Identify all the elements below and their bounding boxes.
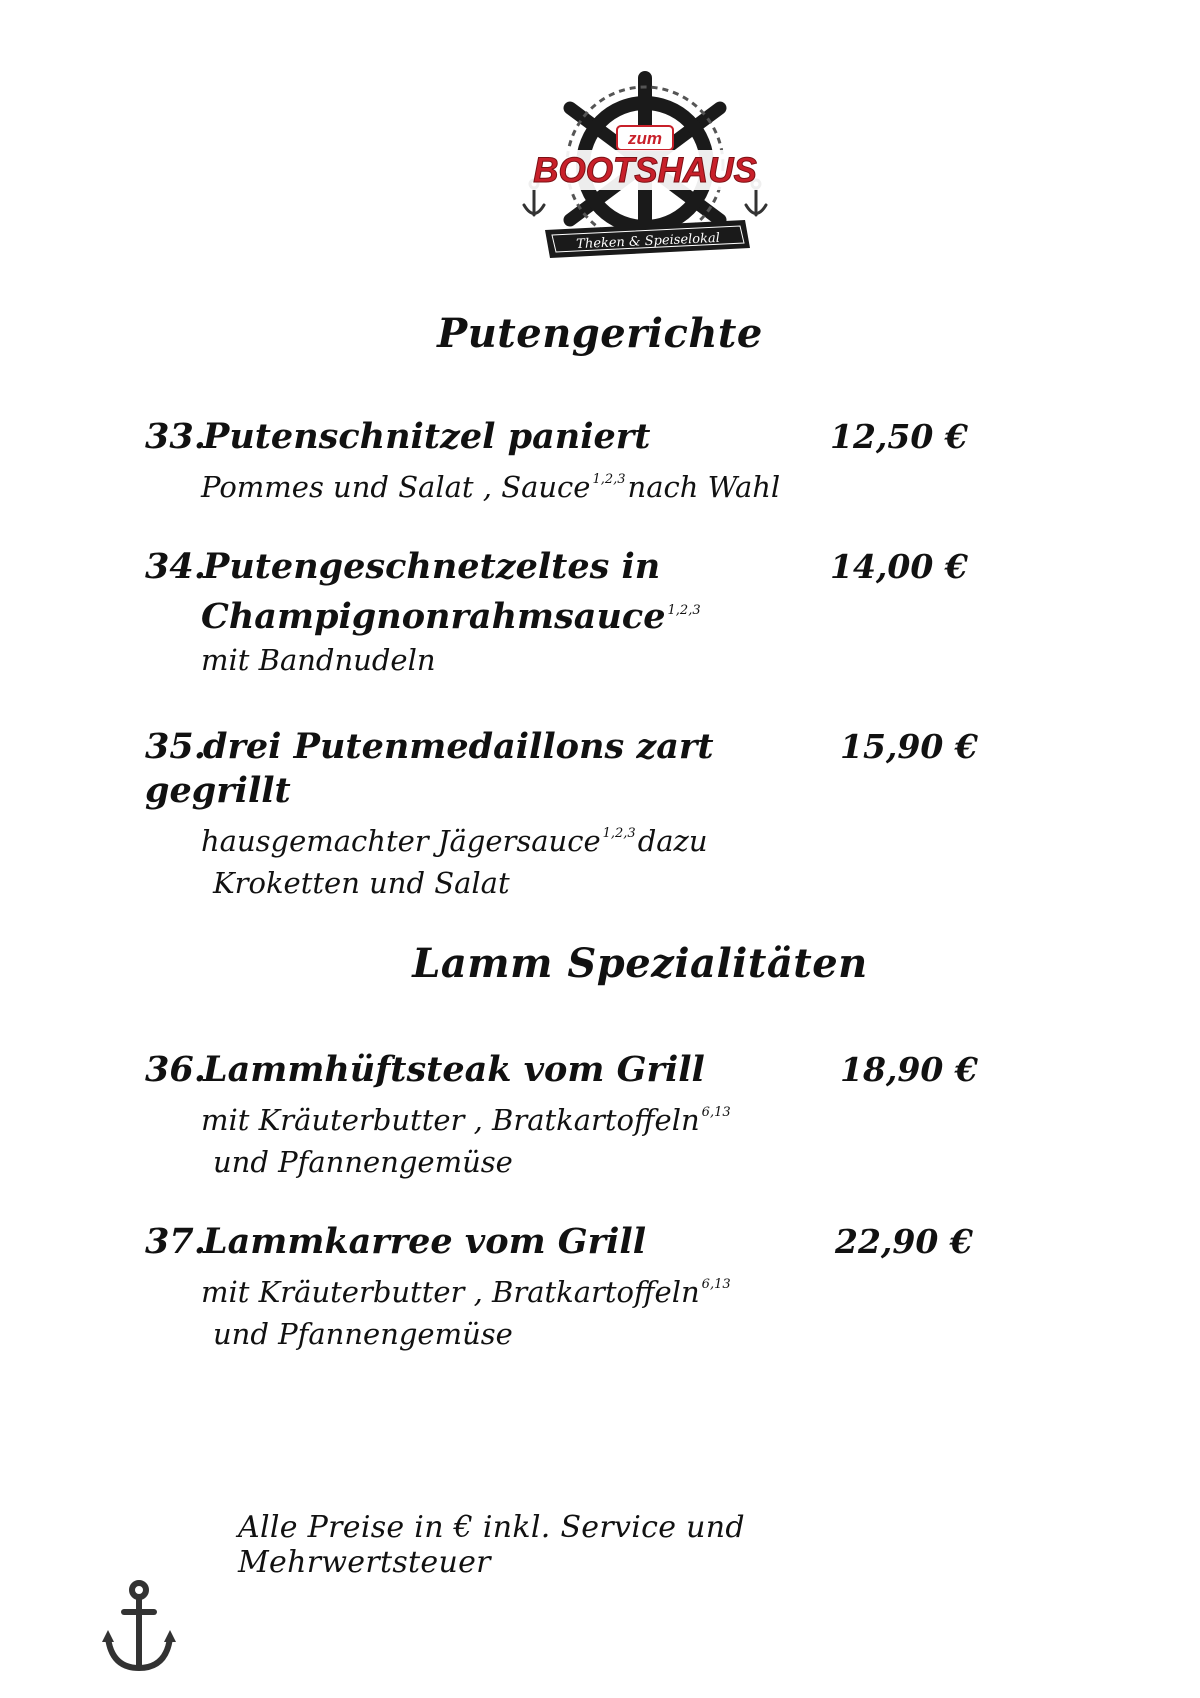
menu-item-number: 33.: [145, 416, 206, 457]
ship-wheel-logo: [520, 70, 770, 275]
menu-item-name: Lammhüftsteak vom Grill: [203, 1049, 705, 1090]
anchor-icon: [100, 1580, 178, 1676]
menu-item-price: 14,00 €: [830, 547, 968, 586]
price-note-footer: Alle Preise in € inkl. Service und Mehrwertsteuer: [238, 1510, 745, 1580]
menu-item-heading: [145, 1048, 978, 1092]
logo-banner-text: Theken & Speiselokal: [575, 230, 721, 253]
menu-item-number: 36.: [145, 1049, 206, 1090]
section-title-putengerichte: Putengerichte: [437, 310, 763, 357]
menu-item-heading: [145, 725, 978, 813]
allergen-note: 1,2,3: [602, 826, 636, 841]
menu-item-heading: [145, 415, 975, 459]
menu-item: [145, 1048, 978, 1183]
allergen-note: 1,2,3: [667, 603, 701, 618]
allergen-note: 6,13: [701, 1105, 731, 1120]
menu-item-price: 22,90 €: [835, 1222, 973, 1261]
menu-item: [145, 725, 978, 904]
menu-item-description: Pommes und Salat , Sauce $^{1,2,3}$nach Wahl: [201, 470, 781, 504]
section-title-lamm-spezialitaeten: Lamm Spezialitäten: [412, 940, 868, 987]
menu-item-name-line2: Champignonrahmsauce: [201, 596, 666, 637]
menu-item-price: 12,50 €: [830, 417, 968, 456]
menu-item-name: Lammkarree vom Grill: [203, 1221, 647, 1262]
menu-item: [145, 1220, 975, 1355]
menu-item-description: hausgemachter Jägersauce $^{1,2,3}$dazu Kroketten und Salat: [201, 824, 708, 900]
menu-item-price: 15,90 €: [840, 727, 978, 766]
menu-item-description: mit Kräuterbutter , Bratkartoffeln $^{6,13}$ und Pfannengemüse: [201, 1103, 731, 1179]
menu-item-name: Putenschnitzel paniert: [203, 416, 651, 457]
menu-item-name: Putengeschnetzeltes in: [203, 546, 661, 587]
allergen-note: 6,13: [701, 1277, 731, 1292]
restaurant-logo: [520, 70, 770, 275]
menu-item: [145, 545, 975, 681]
menu-item-number: 35.: [145, 726, 206, 767]
menu-item: [145, 415, 975, 508]
menu-item-heading: [145, 545, 975, 639]
menu-item-heading: [145, 1220, 975, 1264]
logo-top-text: zum: [628, 129, 662, 148]
menu-item-name: drei Putenmedaillons zart gegrillt: [145, 726, 714, 811]
menu-item-price: 18,90 €: [840, 1050, 978, 1089]
allergen-note: 1,2,3: [592, 472, 626, 487]
logo-main-text: BOOTSHAUS: [533, 151, 757, 190]
menu-item-number: 37.: [145, 1221, 206, 1262]
menu-item-number: 34.: [145, 546, 206, 587]
menu-item-description: mit Kräuterbutter , Bratkartoffeln $^{6,13}$ und Pfannengemüse: [201, 1275, 731, 1351]
menu-item-description: mit Bandnudeln: [201, 643, 436, 677]
